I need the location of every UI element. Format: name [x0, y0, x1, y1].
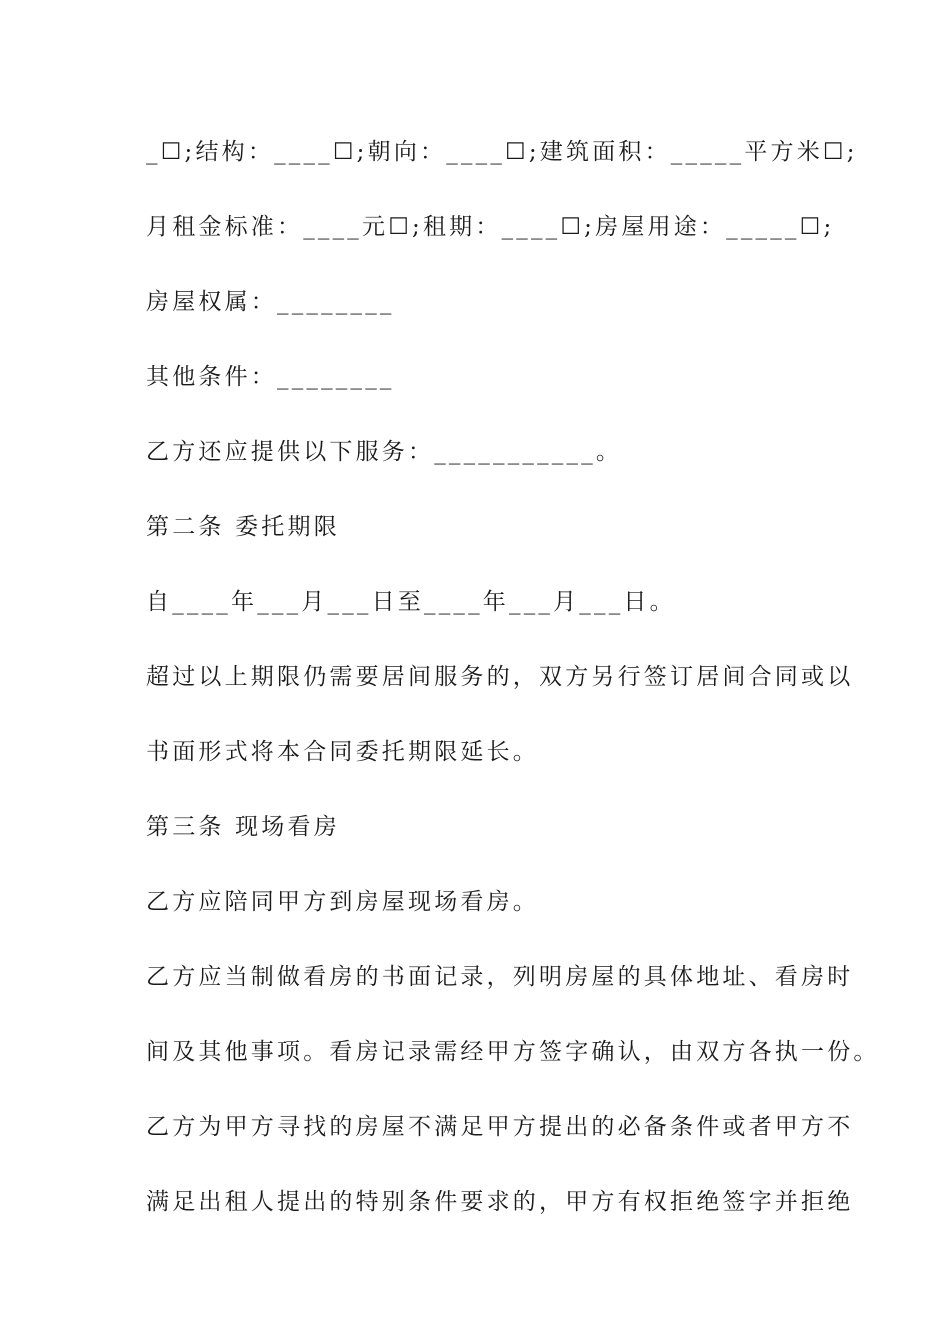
period-extension-paragraph-line-1: 超过以上期限仍需要居间服务的，双方另行签订居间合同或以: [146, 664, 854, 690]
refusal-clause-line-2: 满足出租人提出的特别条件要求的，甲方有权拒绝签字并拒绝: [146, 1189, 854, 1215]
viewing-record-paragraph-line-2: 间及其他事项。看房记录需经甲方签字确认，由双方各执一份。: [146, 1039, 880, 1065]
article-3-heading: 第三条 现场看房: [146, 814, 340, 840]
other-conditions-line: 其他条件：________: [146, 364, 395, 390]
viewing-record-paragraph-line-1: 乙方应当制做看房的书面记录，列明房屋的具体地址、看房时: [146, 964, 854, 990]
article-2-heading: 第二条 委托期限: [146, 514, 340, 540]
refusal-clause-line-1: 乙方为甲方寻找的房屋不满足甲方提出的必备条件或者甲方不: [146, 1114, 854, 1140]
viewing-accompany-line: 乙方应陪同甲方到房屋现场看房。: [146, 889, 539, 915]
rent-terms-line: 月租金标准：____元☐;租期：____☐;房屋用途：_____☐;: [146, 214, 835, 240]
period-extension-paragraph-line-2: 书面形式将本合同委托期限延长。: [146, 739, 539, 765]
property-ownership-line: 房屋权属：________: [146, 289, 395, 315]
property-structure-line: _☐;结构：____☐;朝向：____☐;建筑面积：_____平方米☐;: [146, 139, 858, 165]
additional-services-line: 乙方还应提供以下服务：___________。: [146, 439, 623, 465]
entrustment-period-line: 自____年___月___日至____年___月___日。: [146, 589, 676, 615]
